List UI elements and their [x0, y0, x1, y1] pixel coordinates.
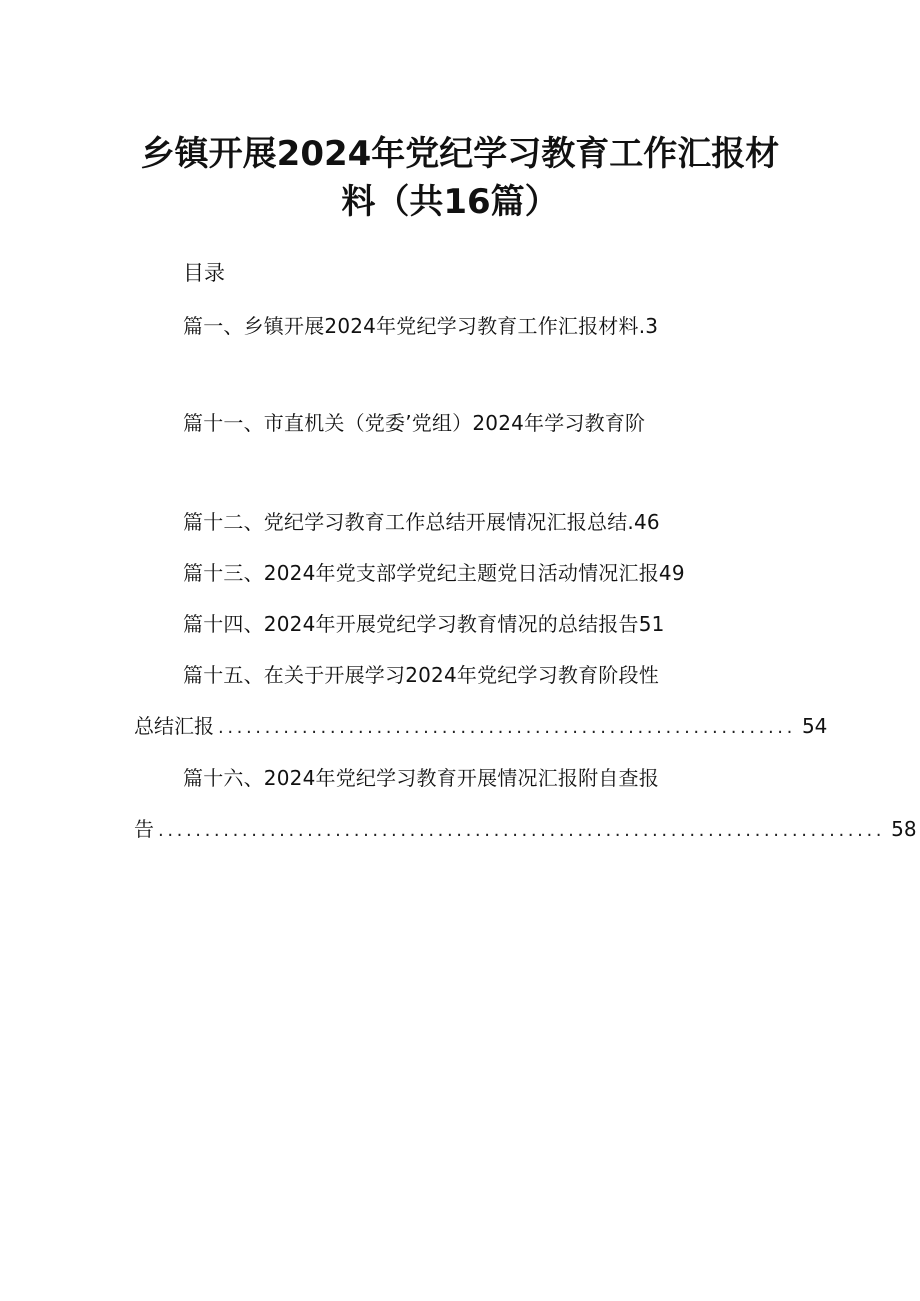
- toc-entry-13[interactable]: 篇十三、2024年党支部学党纪主题党日活动情况汇报49: [183, 561, 685, 585]
- toc-entry-text: 总结汇报: [134, 714, 214, 738]
- document-title-line-1: 乡镇开展2024年党纪学习教育工作汇报材: [140, 134, 780, 174]
- toc-entry-16-line-2[interactable]: [134, 814, 917, 846]
- toc-entry-15-line-1[interactable]: 篇十五、在关于开展学习2024年党纪学习教育阶段性: [183, 663, 659, 687]
- toc-entry-1[interactable]: 篇一、乡镇开展2024年党纪学习教育工作汇报材料.3: [183, 314, 659, 338]
- dot-leader: ..............................................................................: [158, 820, 886, 841]
- toc-heading: 目录: [183, 261, 225, 285]
- toc-entry-16-line-1[interactable]: 篇十六、2024年党纪学习教育开展情况汇报附自查报: [183, 766, 659, 790]
- toc-page-number: 54: [801, 714, 828, 738]
- toc-entry-11[interactable]: 篇十一、市直机关（党委’党组）2024年学习教育阶: [183, 411, 646, 435]
- toc-entry-14[interactable]: 篇十四、2024年开展党纪学习教育情况的总结报告51: [183, 612, 665, 636]
- toc-entry-12[interactable]: 篇十二、党纪学习教育工作总结开展情况汇报总结.46: [183, 510, 660, 534]
- toc-entry-text: 告: [134, 817, 154, 841]
- dot-leader: ..............................................................: [218, 717, 796, 738]
- toc-page-number: 58: [891, 817, 917, 841]
- document-title-line-2: 料（共16篇）: [341, 182, 559, 222]
- toc-entry-15-line-2[interactable]: [134, 711, 828, 743]
